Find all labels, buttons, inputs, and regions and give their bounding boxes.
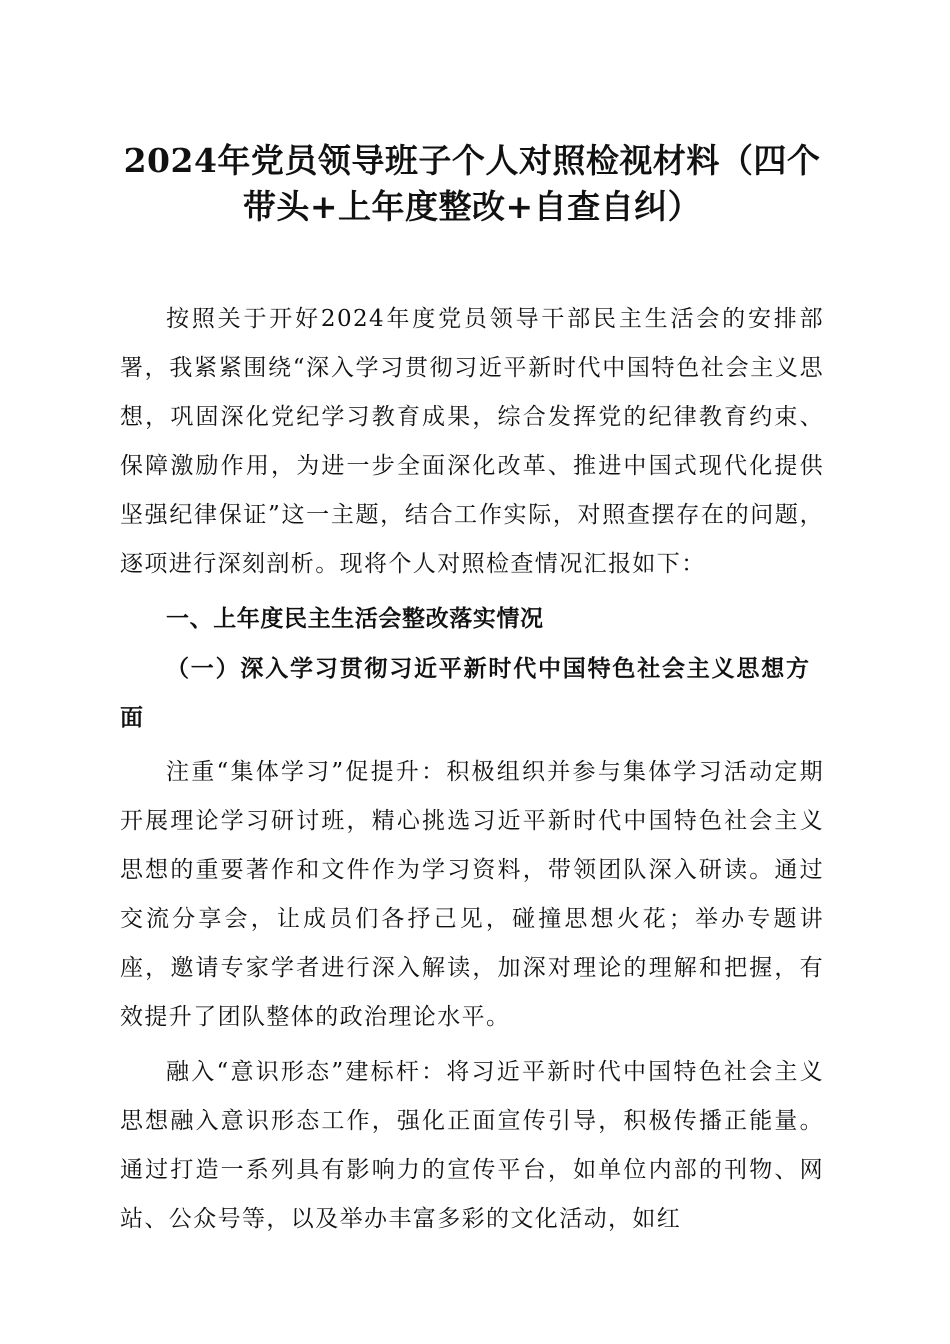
body-paragraph-2: 融入“意识形态”建标杆：将习近平新时代中国特色社会主义思想融入意识形态工作，强化正面宣传引导，积极传播正能量。通过打造一系列具有影响力的宣传平台，如单位内部的刊物、网站、公众号等，以及举办丰富多彩的文化活动，如红 [120,1059,824,1232]
document-title: 2024年党员领导班子个人对照检视材料（四个带头+上年度整改+自查自纠） [123,141,821,226]
document-page [120,138,824,1244]
section-heading-1: 一、上年度民主生活会整改落实情况 [166,606,544,632]
subsection-heading-1: （一）深入学习贯彻习近平新时代中国特色社会主义思想方面 [120,655,811,731]
intro-paragraph: 按照关于开好2024年度党员领导干部民主生活会的安排部署，我紧紧围绕“深入学习贯彻习近平新时代中国特色社会主义思想，巩固深化党纪学习教育成果，综合发挥党的纪律教育约束、保障激励作用，为进一步全面深化改革、推进中国式现代化提供坚强纪律保证”这一主题，结合工作实际，对照查摆存在的问题，逐项进行深刻剖析。现将个人对照检查情况汇报如下： [120,306,824,577]
body-paragraph-1: 注重“集体学习”促提升：积极组织并参与集体学习活动定期开展理论学习研讨班，精心挑选习近平新时代中国特色社会主义思想的重要著作和文件作为学习资料，带领团队深入研读。通过交流分享会，让成员们各抒己见，碰撞思想火花；举办专题讲座，邀请专家学者进行深入解读，加深对理论的理解和把握，有效提升了团队整体的政治理论水平。 [120,759,824,1030]
